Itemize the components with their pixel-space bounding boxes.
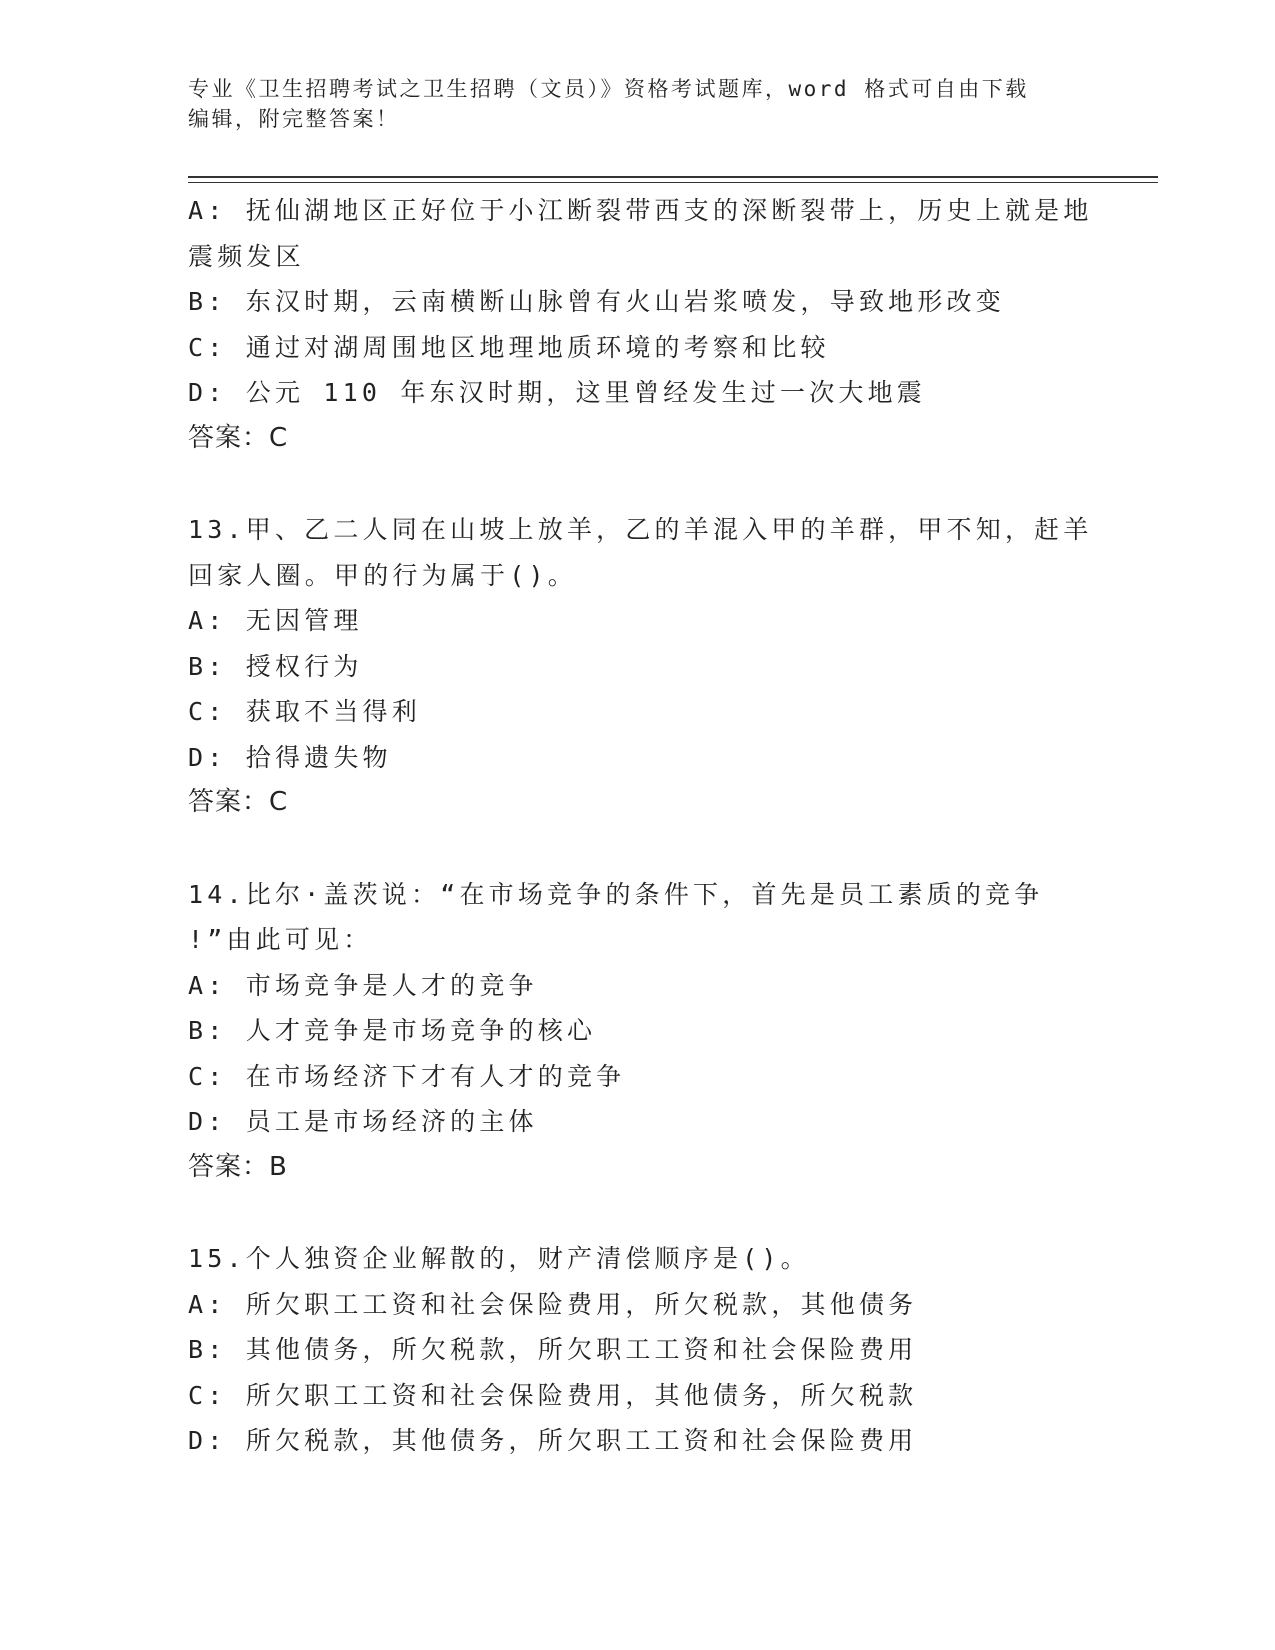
header-rule-thick [188, 176, 1158, 178]
question-stem-line-2: 回家人圈。甲的行为属于()。 [188, 560, 577, 590]
option-a: A: 无因管理 [188, 606, 363, 635]
answer-line: 答案：C [188, 422, 289, 453]
option-b: B: 授权行为 [188, 651, 363, 681]
option-c: C: 获取不当得利 [188, 697, 421, 726]
option-c: C: 所欠职工工资和社会保险费用，其他债务，所欠税款 [188, 1380, 918, 1410]
answer-line: 答案：C [188, 787, 289, 817]
answer-line: 答案：B [188, 1151, 288, 1182]
option-a-line-2: 震频发区 [188, 241, 305, 271]
question-stem-line-1: 13.甲、乙二人同在山坡上放羊，乙的羊混入甲的羊群，甲不知，赶羊 [188, 515, 1093, 544]
document-body [188, 188, 1093, 1464]
option-a: A: 所欠职工工资和社会保险费用，所欠税款，其他债务 [188, 1289, 918, 1319]
option-c: C: 通过对湖周围地区地理地质环境的考察和比较 [188, 332, 830, 362]
header-line-2: 编辑，附完整答案！ [188, 107, 400, 131]
option-d: D: 所欠税款，其他债务，所欠职工工资和社会保险费用 [188, 1426, 918, 1455]
question-12-partial [188, 188, 1093, 461]
question-13 [188, 507, 1093, 826]
option-d: D: 公元 110 年东汉时期，这里曾经发生过一次大地震 [188, 378, 927, 407]
option-a: A: 市场竞争是人才的竞争 [188, 970, 538, 1000]
option-a-line-1: A: 抚仙湖地区正好位于小江断裂带西支的深断裂带上，历史上就是地 [188, 196, 1093, 225]
option-d: D: 拾得遗失物 [188, 742, 392, 772]
option-b: B: 人才竞争是市场竞争的核心 [188, 1016, 597, 1045]
question-stem-line-1: 15.个人独资企业解散的，财产清偿顺序是()。 [188, 1244, 810, 1273]
document-header [188, 74, 1088, 134]
option-b: B: 东汉时期，云南横断山脉曾有火山岩浆喷发，导致地形改变 [188, 287, 1005, 316]
option-c: C: 在市场经济下才有人才的竞争 [188, 1061, 626, 1091]
question-15 [188, 1236, 1088, 1464]
option-b: B: 其他债务，所欠税款，所欠职工工资和社会保险费用 [188, 1335, 918, 1364]
question-stem-line-1: 14.比尔·盖茨说：“在市场竞争的条件下，首先是员工素质的竞争 [188, 879, 1044, 909]
question-14 [188, 872, 1088, 1191]
header-line-1: 专业《卫生招聘考试之卫生招聘（文员）》资格考试题库，word 格式可自由下载 [188, 77, 1029, 101]
question-stem-line-2: !”由此可见： [188, 925, 373, 954]
header-rule-thin [188, 182, 1158, 183]
option-d: D: 员工是市场经济的主体 [188, 1107, 538, 1136]
